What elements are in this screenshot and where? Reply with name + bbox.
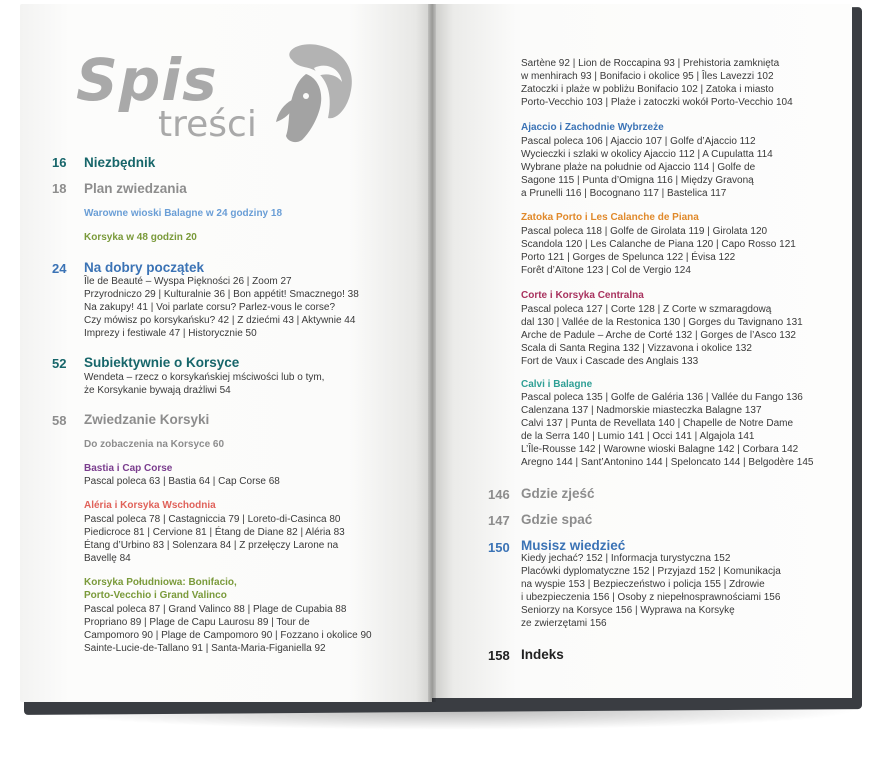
toc-subheading[interactable]: Warowne wioski Balagne w 24 godziny 18 — [84, 208, 283, 219]
toc-page-number: 150 — [488, 540, 510, 555]
toc-entry: ze zwierzętami 156 — [521, 618, 607, 629]
toc-entry: Propriano 89 | Plage de Capu Laurosu 89 | Tour de — [84, 617, 310, 628]
toc-entry: Calenzana 137 | Nadmorskie miasteczka Balagne 137 — [521, 405, 762, 416]
toc-heading-gdzie-spac[interactable]: Gdzie spać — [521, 512, 593, 527]
toc-entry: dal 130 | Vallée de la Restonica 130 | Gorges du Tavignano 131 — [521, 317, 803, 328]
toc-heading-subiektywnie[interactable]: Subiektywnie o Korsyce — [84, 355, 240, 370]
toc-heading-zwiedzanie[interactable]: Zwiedzanie Korsyki — [84, 412, 210, 427]
toc-entry: że Korsykanie bywają drażliwi 54 — [84, 385, 231, 396]
toc-region-heading[interactable]: Bastia i Cap Corse — [84, 463, 173, 474]
toc-heading-niezbednik[interactable]: Niezbędnik — [84, 155, 156, 170]
toc-entry: w menhirach 93 | Bonifacio i okolice 95 | Îles Lavezzi 102 — [521, 71, 774, 82]
toc-page-number: 146 — [488, 487, 510, 502]
toc-entry: Île de Beauté – Wyspa Piękności 26 | Zoom 27 — [84, 276, 292, 287]
toc-entry: Na zakupy! 41 | Voi parlate corsu? Parlez-vous le corse? — [84, 302, 336, 313]
toc-entry: Sartène 92 | Lion de Roccapina 93 | Prehistoria zamknięta — [521, 58, 780, 69]
toc-entry: Pascal poleca 63 | Bastia 64 | Cap Corse 68 — [84, 476, 280, 487]
toc-page-number: 24 — [52, 261, 67, 276]
goat-head-icon — [262, 40, 362, 148]
toc-entry: Pascal poleca 78 | Castagniccia 79 | Loreto-di-Casinca 80 — [84, 514, 341, 525]
toc-entry: Porto-Vecchio 103 | Plaże i zatoczki wokół Porto-Vecchio 104 — [521, 97, 793, 108]
toc-entry: Pascal poleca 106 | Ajaccio 107 | Golfe d’Ajaccio 112 — [521, 136, 756, 147]
toc-heading-indeks[interactable]: Indeks — [521, 647, 564, 662]
toc-page-number: 16 — [52, 155, 67, 170]
toc-entry: Forêt d’Aïtone 123 | Col de Vergio 124 — [521, 265, 691, 276]
toc-subheading[interactable]: Do zobaczenia na Korsyce 60 — [84, 439, 225, 450]
toc-heading-musisz-wiedziec[interactable]: Musisz wiedzieć — [521, 538, 626, 553]
toc-entry: Étang d’Urbino 83 | Solenzara 84 | Z przełęczy Larone na — [84, 540, 339, 551]
toc-entry: Pascal poleca 87 | Grand Valinco 88 | Plage de Cupabia 88 — [84, 604, 347, 615]
toc-region-heading[interactable]: Ajaccio i Zachodnie Wybrzeże — [521, 122, 664, 133]
book-gutter — [428, 4, 436, 702]
toc-entry: Aregno 144 | Sant’Antonino 144 | Speloncato 144 | Belgodère 145 — [521, 457, 814, 468]
toc-entry: Pascal poleca 127 | Corte 128 | Z Corte w szmaragdową — [521, 304, 772, 315]
toc-page-number: 52 — [52, 356, 67, 371]
toc-entry: Zatoczki i plaże w pobliżu Bonifacio 102 | Zatoka i miasto — [521, 84, 774, 95]
toc-heading-gdzie-zjesc[interactable]: Gdzie zjeść — [521, 486, 595, 501]
toc-entry: Piedicroce 81 | Cervione 81 | Étang de Diane 82 | Aléria 83 — [84, 527, 345, 538]
toc-region-heading[interactable]: Calvi i Balagne — [521, 379, 593, 390]
toc-heading-dobry-poczatek[interactable]: Na dobry początek — [84, 260, 205, 275]
toc-region-heading[interactable]: Korsyka Południowa: Bonifacio, — [84, 577, 237, 588]
toc-region-heading[interactable]: Aléria i Korsyka Wschodnia — [84, 500, 216, 511]
toc-entry: Campomoro 90 | Plage de Campomoro 90 | Fozzano i okolice 90 — [84, 630, 372, 641]
toc-entry: Fort de Vaux i Cascade des Anglais 133 — [521, 356, 699, 367]
toc-entry: Seniorzy na Korsyce 156 | Wyprawa na Korsykę — [521, 605, 735, 616]
toc-heading-plan[interactable]: Plan zwiedzania — [84, 181, 187, 196]
toc-entry: de la Serra 140 | Lumio 141 | Occi 141 | Algajola 141 — [521, 431, 755, 442]
toc-subheading[interactable]: Korsyka w 48 godzin 20 — [84, 232, 197, 243]
toc-entry: Wybrane plaże na południe od Ajaccio 114 | Golfe de — [521, 162, 756, 173]
toc-entry: na wyspie 153 | Bezpieczeństwo i policja 155 | Zdrowie — [521, 579, 765, 590]
toc-region-heading[interactable]: Zatoka Porto i Les Calanche de Piana — [521, 212, 699, 223]
toc-entry: Czy mówisz po korsykańsku? 42 | Z dziećmi 43 | Aktywnie 44 — [84, 315, 356, 326]
toc-entry: Calvi 137 | Punta de Revellata 140 | Chapelle de Notre Dame — [521, 418, 794, 429]
toc-page-number: 158 — [488, 648, 510, 663]
toc-entry: Arche de Padule – Arche de Corté 132 | Gorges de l’Asco 132 — [521, 330, 796, 341]
toc-entry: a Prunelli 116 | Bocognano 117 | Bastelica 117 — [521, 188, 727, 199]
toc-entry: Scandola 120 | Les Calanche de Piana 120 | Capo Rosso 121 — [521, 239, 796, 250]
toc-entry: Wendeta – rzecz o korsykańskiej mściwości lub o tym, — [84, 372, 325, 383]
toc-region-heading[interactable]: Porto-Vecchio i Grand Valinco — [84, 590, 227, 601]
toc-entry: Pascal poleca 118 | Golfe de Girolata 119 | Girolata 120 — [521, 226, 768, 237]
toc-entry: Porto 121 | Gorges de Spelunca 122 | Évisa 122 — [521, 252, 736, 263]
toc-page-number: 18 — [52, 181, 67, 196]
toc-entry: Scala di Santa Regina 132 | Vizzavona i okolice 132 — [521, 343, 752, 354]
toc-entry: Sainte-Lucie-de-Tallano 91 | Santa-Maria-Figaniella 92 — [84, 643, 326, 654]
toc-entry: Kiedy jechać? 152 | Informacja turystyczna 152 — [521, 553, 731, 564]
toc-entry: Bavellę 84 — [84, 553, 131, 564]
toc-entry: i ubezpieczenia 156 | Osoby z niepełnosprawnościami 156 — [521, 592, 781, 603]
toc-page-number: 58 — [52, 413, 67, 428]
toc-page-number: 147 — [488, 513, 510, 528]
toc-entry: Wycieczki i szlaki w okolicy Ajaccio 112 | A Cupulatta 114 — [521, 149, 773, 160]
toc-entry: Placówki dyplomatyczne 152 | Przyjazd 152 | Komunikacja — [521, 566, 781, 577]
toc-title-word2: treści — [158, 104, 257, 145]
toc-entry: Przyrodniczo 29 | Kulturalnie 36 | Bon appétit! Smacznego! 38 — [84, 289, 359, 300]
toc-entry: Pascal poleca 135 | Golfe de Galéria 136 | Vallée du Fango 136 — [521, 392, 803, 403]
toc-entry: L’Île-Rousse 142 | Warowne wioski Balagne 142 | Corbara 142 — [521, 444, 799, 455]
toc-title-word1: Spis — [76, 46, 218, 114]
toc-entry: Imprezy i festiwale 47 | Historycznie 50 — [84, 328, 257, 339]
toc-entry: Sagone 115 | Punta d’Omigna 116 | Między Gravoną — [521, 175, 754, 186]
toc-region-heading[interactable]: Corte i Korsyka Centralna — [521, 290, 644, 301]
